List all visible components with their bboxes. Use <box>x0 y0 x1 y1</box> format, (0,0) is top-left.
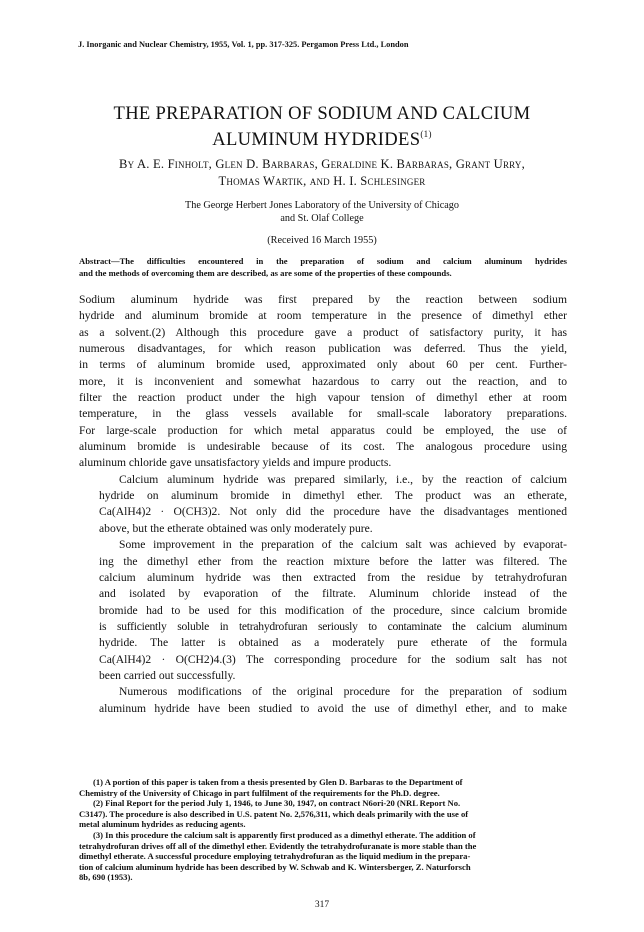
text-line: bromide had to be used for this modification of the procedure, since calcium bromide <box>99 603 567 617</box>
journal-citation: J. Inorganic and Nuclear Chemistry, 1955, Vol. 1, pp. 317-325. Pergamon Press Ltd., London <box>78 40 409 49</box>
text-line: Sodium aluminum hydride was first prepared by the reaction between sodium <box>79 293 567 306</box>
authors-line-1 <box>60 156 584 173</box>
received-date: (Received 16 March 1955) <box>267 235 377 246</box>
affiliation-line-2: and St. Olaf College <box>280 213 364 224</box>
text-line: been carried out successfully. <box>99 668 236 682</box>
footnote-1-line-1: (1) A portion of this paper is taken from a thesis presented by Glen D. Barbaras to the Department of <box>93 777 463 787</box>
text-line: hydride. The latter is obtained as a moderately pure etherate of the formula <box>99 636 567 650</box>
text-line: is sufficiently soluble in tetrahydrofuran seriously to contaminate the calcium aluminum <box>99 619 567 633</box>
paragraph-4 <box>79 684 567 717</box>
abstract-label: Abstract— <box>79 256 120 266</box>
paragraph-1 <box>79 292 567 472</box>
text-line: above, but the etherate obtained was only moderately pure. <box>99 521 373 535</box>
text-line: aluminum bromide is undesirable because of its cost. The analogous procedure using <box>79 440 567 454</box>
text-line: hydride on aluminum bromide in dimethyl ether. The product was an etherate, <box>99 489 567 503</box>
footnote-1-line-2: Chemistry of the University of Chicago in part fulfilment of the requirements for the Ph.D. degree. <box>79 787 440 798</box>
authors-line-2: Thomas Wartik, and H. I. Schlesinger <box>218 174 426 188</box>
text-line: ing the dimethyl ether from the reaction mixture before the latter was filtered. The <box>99 554 567 568</box>
article-title-line-1: THE PREPARATION OF SODIUM AND CALCIUM <box>113 103 531 124</box>
text-line: Calcium aluminum hydride was prepared similarly, i.e., by the reaction of calcium <box>119 472 567 486</box>
text-line: For large-scale production for which metal apparatus could be employed, the use of <box>79 423 567 437</box>
affiliation-line-1: The George Herbert Jones Laboratory of the University of Chicago <box>185 200 459 211</box>
abstract-line-2: and the methods of overcoming them are described, as are some of the properties of these compounds. <box>79 267 452 278</box>
article-title-text: ALUMINUM HYDRIDES <box>212 129 421 150</box>
text-line: calcium aluminum hydride was then extracted from the residue by tetrahydrofuran <box>99 570 567 584</box>
title-footnote-ref: (1) <box>420 129 432 139</box>
text-line: Numerous modifications of the original procedure for the preparation of sodium <box>119 685 567 699</box>
authors-names-1b: Finholt, Glen D. Barbaras, Geraldine K. Barbaras, Grant Urry, <box>167 157 525 171</box>
footnote-3-line-1: (3) In this procedure the calcium salt is apparently first produced as a dimethyl etherate. The addition of <box>93 829 476 840</box>
footnote-3-line-5: 8b, 690 (1953). <box>79 872 133 883</box>
text-line: Ca(AlH4)2 · O(CH2)4.(3) The corresponding procedure for the sodium salt has not <box>99 652 567 666</box>
footnotes <box>79 777 567 883</box>
text-line: and isolated by evaporation of the filtrate. Aluminum chloride instead of the <box>99 587 567 601</box>
abstract-text-1: The difficulties encountered in the preparation of sodium and calcium aluminum hydrides <box>119 256 567 266</box>
footnote-2-line-2: C3147). The procedure is also described in U.S. patent No. 2,576,311, which deals primarily with the use of <box>79 808 469 819</box>
text-line: temperature, in the glass vessels available for small-scale laboratory preparations. <box>79 407 567 421</box>
text-line: as a solvent.(2) Although this procedure gave a product of satisfactory purity, it has <box>79 325 567 339</box>
footnote-3-line-2: tetrahydrofuran drives off all of the dimethyl ether. Evidently the tetrahydrofuranate is more stable than the <box>79 840 477 851</box>
text-line: Some improvement in the preparation of the calcium salt was achieved by evaporat- <box>119 538 567 552</box>
abstract-line-1 <box>79 256 567 268</box>
body-text <box>79 292 567 717</box>
text-line: more, it is inconvenient and somewhat hazardous to carry out the reaction, and to <box>79 374 567 388</box>
footnote-3-line-4: tion of calcium aluminum hydride has been described by W. Schwab and K. Wintersberger, Z. Naturforsch <box>79 861 471 872</box>
text-line: filter the reaction product under the high vapour tension of dimethyl ether at room <box>79 391 567 405</box>
text-line: Ca(AlH4)2 · O(CH3)2. Not only did the procedure have the disadvantages mentioned <box>99 505 567 519</box>
footnote-2-line-1: (2) Final Report for the period July 1, 1946, to June 30, 1947, on contract N6ori-20 (NRL Report No. <box>93 798 461 809</box>
abstract <box>79 256 567 279</box>
page-number: 317 <box>314 900 330 910</box>
text-line: numerous disadvantages, for which reason publication was deferred. Thus the yield, <box>79 342 567 356</box>
text-line: in terms of aluminum bromide used, approximated only about 60 per cent. Further- <box>79 358 567 372</box>
article-title-line-2 <box>60 124 584 150</box>
paragraph-2 <box>79 472 567 537</box>
paragraph-3 <box>79 537 567 684</box>
footnote-2-line-3: metal aluminum hydrides as reducing agents. <box>79 819 246 830</box>
footnote-3-line-3: dimethyl etherate. A successful procedure employing tetrahydrofuran as the liquid medium in the prepara- <box>79 851 471 862</box>
text-line: aluminum hydride have been studied to avoid the use of dimethyl ether, and to make <box>99 701 567 715</box>
text-line: hydride and aluminum bromide at room temperature in the presence of dimethyl ether <box>79 309 567 323</box>
authors-names-1: By A. E. <box>119 157 168 171</box>
text-line: aluminum chloride gave unsatisfactory yields and impure products. <box>79 456 392 470</box>
